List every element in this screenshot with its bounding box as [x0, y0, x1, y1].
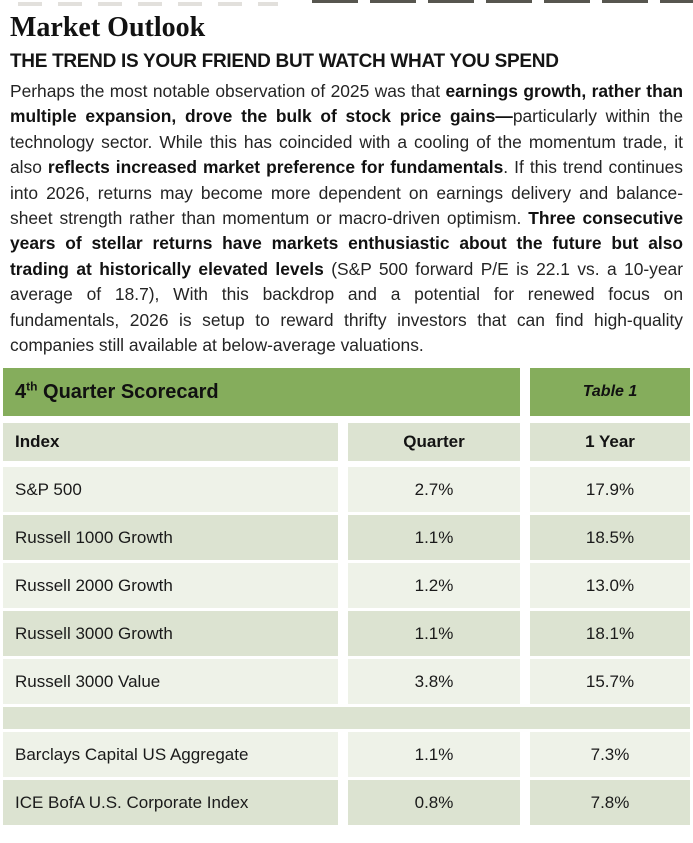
table-title-rest: Quarter Scorecard [37, 380, 219, 403]
paragraph-segment: particularly within the technology sector. While this has coincided with a cooling of the momentum trade, it also [10, 106, 684, 178]
section-headline: THE TREND IS YOUR FRIEND BUT WATCH WHAT YOU SPEND [10, 51, 559, 72]
column-header-index: Index [3, 423, 338, 461]
index-name-cell: Russell 3000 Value [3, 659, 338, 704]
document-content [0, 0, 693, 358]
page-title: Market Outlook [10, 12, 206, 43]
paragraph-bold-segment: reflects increased market preference for fundamentals [47, 157, 504, 178]
paragraph-segment: . If this trend continues into 2026, returns may become more dependent on earnings delivery and balance-sheet strength rather than momentum or macro-driven optimism. [10, 157, 684, 229]
quarter-value-cell: 2.7% [348, 467, 520, 512]
one-year-value-cell: 18.1% [530, 611, 690, 656]
paragraph-bold-segment: earnings growth, rather than multiple expansion, drove the bulk of stock price gains— [10, 81, 683, 127]
table-row [3, 563, 690, 608]
quarter-scorecard-table [3, 368, 690, 825]
index-name-cell: S&P 500 [3, 467, 338, 512]
quarter-value-cell: 1.1% [348, 732, 520, 777]
one-year-value-cell: 17.9% [530, 467, 690, 512]
table-header-band [3, 368, 690, 416]
table-row [3, 515, 690, 560]
table-row [3, 611, 690, 656]
column-header-one-year: 1 Year [530, 423, 690, 461]
paragraph-segment: Perhaps the most notable observation of 2025 was that [10, 81, 446, 101]
table-caption: Table 1 [530, 368, 690, 416]
index-name-cell: Russell 3000 Growth [3, 611, 338, 656]
table-row [3, 780, 690, 825]
one-year-value-cell: 7.3% [530, 732, 690, 777]
table-title [3, 368, 520, 416]
index-name-cell: Barclays Capital US Aggregate [3, 732, 338, 777]
quarter-value-cell: 1.1% [348, 611, 520, 656]
quarter-value-cell: 3.8% [348, 659, 520, 704]
table-row [3, 659, 690, 704]
one-year-value-cell: 18.5% [530, 515, 690, 560]
index-name-cell: ICE BofA U.S. Corporate Index [3, 780, 338, 825]
quarter-value-cell: 0.8% [348, 780, 520, 825]
table-title-ordinal: th [26, 379, 38, 394]
table-row [3, 467, 690, 512]
paragraph-segment: (S&P 500 forward P/E is 22.1 vs. a 10-year average of 18.7), With this backdrop and a potential for renewed focus on fundamentals, 2026 is setup to reward thrifty investors that can find high-quality companies still available at below-average valuations. [10, 258, 684, 356]
quarter-value-cell: 1.2% [348, 563, 520, 608]
paragraph-bold-segment: Three consecutive years of stellar returns have markets enthusiastic about the future but also trading at historically elevated levels [10, 208, 683, 279]
one-year-value-cell: 13.0% [530, 563, 690, 608]
table-title-prefix: 4 [15, 380, 27, 403]
index-name-cell: Russell 2000 Growth [3, 563, 338, 608]
one-year-value-cell: 7.8% [530, 780, 690, 825]
column-header-quarter: Quarter [348, 423, 520, 461]
table-body [3, 467, 690, 825]
quarter-value-cell: 1.1% [348, 515, 520, 560]
spacer-cell [3, 707, 690, 729]
one-year-value-cell: 15.7% [530, 659, 690, 704]
table-spacer-row [3, 707, 690, 729]
index-name-cell: Russell 1000 Growth [3, 515, 338, 560]
table-row [3, 732, 690, 777]
body-paragraph [10, 79, 683, 358]
table-column-header-row [3, 423, 690, 461]
